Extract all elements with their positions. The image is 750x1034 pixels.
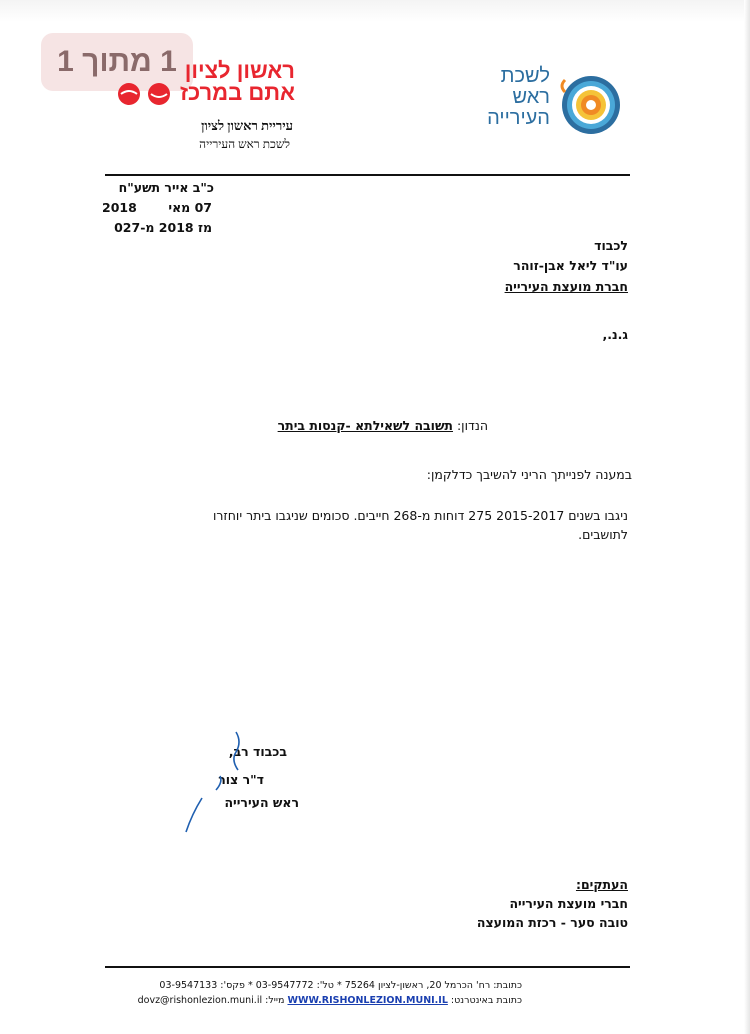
date-day-month: 07 מאי [168,200,212,215]
subject-label: הנדון: [456,418,488,433]
page-indicator-badge[interactable]: 1 מתוך 1 [41,33,193,91]
mayor-office-sun-logo-icon [555,74,625,136]
subject-line [278,418,488,433]
signature-closing: בכבוד רב, [228,744,287,759]
mayor-wordmark-line2: ראש [512,86,550,108]
recipient-salutation: לכבוד [594,238,628,253]
signature-title: ראש העירייה [224,795,299,810]
rishon-wordmark [180,60,295,104]
rishon-wordmark-line2: אתם במרכז [179,80,295,105]
footer-divider [105,966,630,968]
reference-number: מז 2018 מ-027 [114,220,212,235]
mayor-wordmark-line1: לשכת [500,65,550,87]
cc-item: חברי מועצת העירייה [509,896,628,911]
cc-label: העתקים: [575,877,628,892]
recipient-name: עו"ד ליאל אבן-זוהר [513,258,628,273]
date-year: 2018 [102,200,137,215]
footer-email-link[interactable]: dovz@rishonlezion.muni.il [137,995,263,1006]
subject-text: תשובה לשאילתא -קנסות ביתר [277,418,453,433]
footer-web-label: כתובת באינטרנט: [450,995,522,1006]
cc-item: טובה סער - רכזת המועצה [476,915,628,930]
footer-website-link[interactable]: WWW.RISHONLEZION.MUNI.IL [287,995,448,1006]
office-name: לשכת ראש העירייה [199,137,290,151]
footer-contact-line [138,995,522,1006]
body-paragraph-line2: לתושבים. [578,527,628,542]
rishon-lezion-logo [115,60,295,110]
handwritten-signature-icon [180,728,260,833]
greeting: ג.נ., [602,327,628,342]
scan-top-edge [0,0,750,22]
mayor-wordmark-line3: העירייה [487,107,550,129]
scan-right-edge [744,0,750,1034]
body-intro: במענה לפנייתך הריני להשיבך כדלקמן: [426,467,632,482]
city-name: עיריית ראשון לציון [201,118,293,133]
signature-name: ד"ר צור [218,772,264,787]
mayor-office-wordmark [488,66,550,129]
header-divider [105,174,630,176]
body-paragraph-line1: ניגבו בשנים 2015-2017 275 דוחות מ-268 חייבים. סכומים שניגבו ביתר יוחזרו [212,508,628,523]
recipient-title: חברת מועצת העירייה [504,279,628,294]
rishon-wordmark-line1: ראשון לציון [184,58,295,83]
footer-mail-label: מייל: [265,995,285,1006]
rishon-circles-icon [115,82,187,108]
hebrew-date: כ"ב אייר תשע"ח [118,180,214,195]
footer-address: כתובת: רח' הכרמל 20, ראשון-לציון 75264 * טל': 03-9547772 * פקס': 03-9547133 [159,980,522,991]
